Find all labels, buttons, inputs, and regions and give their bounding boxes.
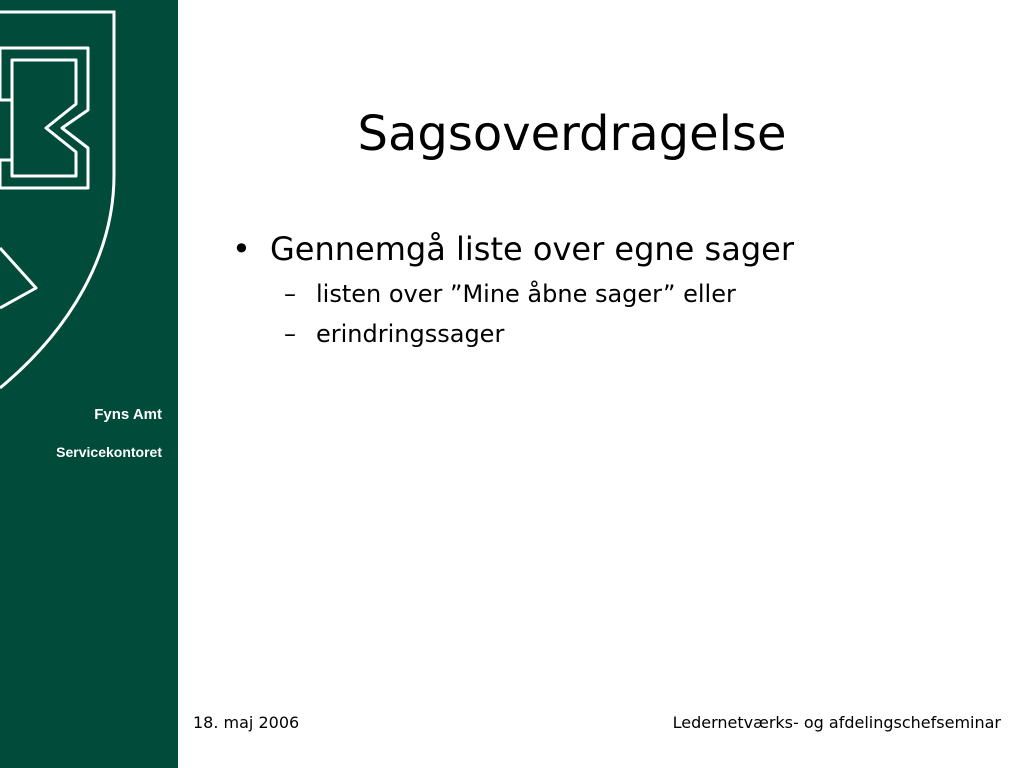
- bullet-item: [232, 228, 794, 270]
- org-unit: Servicekontoret: [56, 444, 162, 460]
- sub-bullet-marker: –: [284, 320, 296, 348]
- bullet-text: Gennemgå liste over egne sager: [270, 230, 794, 268]
- footer-event: Ledernetværks- og afdelingschefseminar: [672, 713, 1001, 732]
- sub-bullet-text: listen over ”Mine åbne sager” eller: [316, 280, 736, 308]
- bullet-marker: •: [232, 230, 251, 268]
- sub-bullet-marker: –: [284, 280, 296, 308]
- sub-bullet-item: [284, 278, 736, 310]
- footer-date: 18. maj 2006: [193, 713, 300, 732]
- sidebar: [0, 0, 178, 768]
- slide-title: Sagsoverdragelse: [357, 106, 787, 162]
- org-name: Fyns Amt: [94, 406, 162, 423]
- county-shield-logo-icon: [0, 0, 178, 400]
- sub-bullet-text: erindringssager: [316, 320, 505, 348]
- sub-bullet-item: [284, 318, 504, 350]
